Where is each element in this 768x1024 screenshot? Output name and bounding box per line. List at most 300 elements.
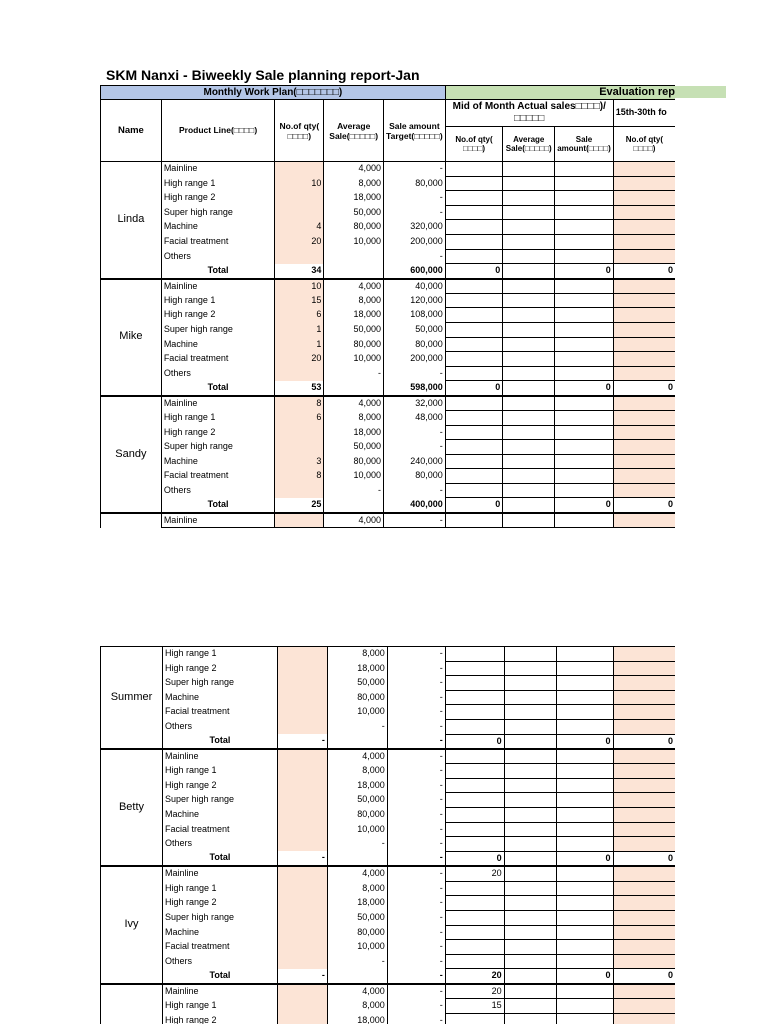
late-qty-cell — [613, 440, 675, 455]
total-target-cell: - — [387, 969, 445, 984]
sale-target-cell: - — [387, 778, 445, 793]
mid-average-cell — [504, 807, 556, 822]
table-row — [101, 910, 676, 925]
mid-qty-cell — [445, 322, 503, 337]
total-row — [101, 381, 676, 396]
qty-cell: 6 — [275, 308, 324, 323]
average-sale-cell: 18,000 — [324, 191, 384, 206]
mid-amount-cell — [555, 352, 614, 367]
average-sale-cell: 10,000 — [327, 940, 387, 955]
late-qty-cell — [613, 410, 675, 425]
table-row — [101, 293, 676, 308]
late-qty-cell — [613, 676, 675, 691]
table-row — [101, 984, 676, 999]
total-row — [101, 969, 676, 984]
qty-cell — [277, 866, 327, 881]
mid-qty-cell — [445, 191, 503, 206]
mid-qty-cell — [445, 807, 504, 822]
table-row — [101, 337, 676, 352]
late-qty-cell — [613, 454, 675, 469]
total-mid-amount-cell: 0 — [556, 851, 613, 866]
mid-average-cell — [503, 176, 555, 191]
late-qty-column-header: No.of qty( □□□□) — [613, 127, 675, 162]
table-row — [101, 764, 676, 779]
sale-target-cell: - — [387, 837, 445, 852]
late-qty-cell — [613, 396, 675, 411]
total-target-cell: 600,000 — [384, 264, 446, 279]
mid-average-cell — [504, 661, 556, 676]
total-row — [101, 734, 676, 749]
mid-average-cell — [503, 205, 555, 220]
product-line-cell: Others — [161, 249, 275, 264]
sale-target-cell: - — [387, 807, 445, 822]
mid-average-cell — [503, 308, 555, 323]
mid-amount-cell — [556, 866, 613, 881]
sale-target-cell: - — [387, 881, 445, 896]
product-line-cell: High range 2 — [161, 191, 275, 206]
mid-average-cell — [504, 705, 556, 720]
sale-target-cell: - — [387, 793, 445, 808]
mid-qty-column-header: No.of qty( □□□□) — [445, 127, 503, 162]
total-average-cell — [324, 498, 384, 513]
sale-target-cell: - — [384, 366, 446, 381]
mid-average-cell — [504, 778, 556, 793]
mid-average-cell — [503, 191, 555, 206]
mid-amount-cell — [556, 881, 613, 896]
mid-average-cell — [504, 925, 556, 940]
mid-qty-cell — [445, 822, 504, 837]
mid-amount-cell — [556, 807, 613, 822]
product-line-cell: High range 1 — [161, 176, 275, 191]
total-late-qty-cell: 0 — [613, 264, 675, 279]
mid-amount-cell — [556, 690, 613, 705]
total-mid-amount-cell: 0 — [555, 381, 614, 396]
evaluation-header: Evaluation rep — [445, 86, 675, 100]
mid-qty-cell: 15 — [445, 999, 504, 1014]
qty-cell — [277, 793, 327, 808]
product-line-cell: Machine — [161, 454, 275, 469]
qty-cell: 8 — [275, 396, 324, 411]
mid-amount-column-header: Sale amount(□□□□) — [555, 127, 614, 162]
mid-qty-cell — [445, 1013, 504, 1024]
product-line-cell: High range 1 — [162, 999, 277, 1014]
late-qty-cell — [613, 881, 675, 896]
qty-cell — [277, 778, 327, 793]
qty-cell — [275, 513, 324, 528]
total-mid-qty-cell: 0 — [445, 381, 503, 396]
sale-target-cell: - — [387, 866, 445, 881]
late-qty-cell — [613, 807, 675, 822]
sale-target-cell: - — [387, 940, 445, 955]
average-sale-cell: 8,000 — [327, 647, 387, 662]
total-late-qty-cell: 0 — [613, 851, 675, 866]
total-mid-qty-cell: 20 — [445, 969, 504, 984]
mid-average-cell — [503, 279, 555, 294]
product-line-cell: Facial treatment — [161, 352, 275, 367]
late-qty-cell — [613, 999, 675, 1014]
product-line-cell: Mainline — [161, 279, 275, 294]
qty-cell — [277, 881, 327, 896]
mid-amount-cell — [556, 1013, 613, 1024]
mid-amount-cell — [556, 984, 613, 999]
late-qty-cell — [613, 366, 675, 381]
mid-qty-cell — [445, 513, 503, 528]
late-qty-cell — [613, 483, 675, 498]
average-sale-cell: 4,000 — [324, 162, 384, 177]
table-row — [101, 940, 676, 955]
average-sale-cell: - — [327, 719, 387, 734]
mid-average-cell — [504, 719, 556, 734]
average-sale-cell: 50,000 — [324, 205, 384, 220]
qty-cell — [277, 661, 327, 676]
total-target-cell: - — [387, 851, 445, 866]
qty-cell: 1 — [275, 337, 324, 352]
average-sale-cell: 8,000 — [327, 881, 387, 896]
total-average-cell — [324, 264, 384, 279]
qty-cell: 10 — [275, 176, 324, 191]
mid-qty-cell — [445, 690, 504, 705]
sale-target-cell: - — [387, 1013, 445, 1024]
product-line-cell: Machine — [162, 925, 277, 940]
mid-average-cell — [503, 249, 555, 264]
table-row — [101, 513, 676, 528]
qty-cell — [277, 837, 327, 852]
average-sale-cell: 50,000 — [327, 793, 387, 808]
total-qty-cell: - — [277, 969, 327, 984]
average-sale-cell: 18,000 — [327, 661, 387, 676]
table-row — [101, 176, 676, 191]
mid-qty-cell — [445, 469, 503, 484]
late-qty-cell — [613, 249, 675, 264]
total-late-qty-cell: 0 — [613, 498, 675, 513]
qty-cell — [277, 999, 327, 1014]
total-label: Total — [161, 264, 275, 279]
mid-amount-cell — [556, 999, 613, 1014]
mid-qty-cell — [445, 366, 503, 381]
mid-amount-cell — [555, 396, 614, 411]
product-line-cell: Facial treatment — [162, 940, 277, 955]
average-sale-cell: 50,000 — [327, 676, 387, 691]
qty-cell — [277, 910, 327, 925]
sale-target-cell: - — [384, 513, 446, 528]
mid-qty-cell — [445, 793, 504, 808]
mid-qty-cell — [445, 352, 503, 367]
product-line-cell: Machine — [162, 807, 277, 822]
mid-amount-cell — [555, 483, 614, 498]
mid-average-cell — [503, 410, 555, 425]
total-mid-qty-cell: 0 — [445, 851, 504, 866]
sale-target-cell: 80,000 — [384, 337, 446, 352]
total-mid-amount-cell: 0 — [556, 734, 613, 749]
late-qty-cell — [613, 764, 675, 779]
mid-qty-cell — [445, 205, 503, 220]
mid-average-cell — [503, 366, 555, 381]
mid-qty-cell — [445, 440, 503, 455]
mid-amount-cell — [555, 308, 614, 323]
average-sale-cell: 10,000 — [324, 469, 384, 484]
mid-amount-cell — [555, 513, 614, 528]
table-row — [101, 807, 676, 822]
salesperson-name: Mike — [101, 279, 162, 396]
sale-target-cell: - — [384, 483, 446, 498]
mid-average-cell — [503, 220, 555, 235]
table-row — [101, 440, 676, 455]
mid-average-cell — [504, 647, 556, 662]
mid-qty-cell — [445, 308, 503, 323]
product-line-cell: Mainline — [161, 396, 275, 411]
product-line-cell: Machine — [162, 690, 277, 705]
table-row — [101, 366, 676, 381]
table-row — [101, 999, 676, 1014]
product-line-cell: Super high range — [162, 676, 277, 691]
mid-amount-cell — [556, 705, 613, 720]
sale-target-cell: - — [384, 191, 446, 206]
sale-target-cell: 32,000 — [384, 396, 446, 411]
late-qty-cell — [613, 337, 675, 352]
mid-qty-cell — [445, 454, 503, 469]
table-row — [101, 483, 676, 498]
total-qty-cell: - — [277, 851, 327, 866]
mid-qty-cell — [445, 705, 504, 720]
mid-average-cell — [503, 293, 555, 308]
total-qty-cell: 53 — [275, 381, 324, 396]
late-qty-cell — [613, 940, 675, 955]
late-qty-cell — [613, 469, 675, 484]
mid-amount-cell — [556, 954, 613, 969]
mid-qty-cell — [445, 249, 503, 264]
late-qty-cell — [613, 220, 675, 235]
late-qty-cell — [613, 705, 675, 720]
qty-cell — [277, 940, 327, 955]
table-row — [101, 705, 676, 720]
table-row — [101, 793, 676, 808]
qty-cell — [277, 896, 327, 911]
average-sale-cell — [324, 249, 384, 264]
product-line-cell: High range 1 — [161, 410, 275, 425]
mid-average-cell — [504, 690, 556, 705]
table-row — [101, 866, 676, 881]
salesperson-name-empty — [101, 513, 162, 528]
product-line-cell: Super high range — [161, 205, 275, 220]
total-average-cell — [324, 381, 384, 396]
mid-amount-cell — [555, 234, 614, 249]
mid-qty-cell — [445, 220, 503, 235]
qty-cell — [275, 440, 324, 455]
average-sale-cell: 4,000 — [324, 396, 384, 411]
total-label: Total — [161, 381, 275, 396]
mid-amount-cell — [556, 940, 613, 955]
table-row — [101, 410, 676, 425]
product-line-cell: Others — [162, 719, 277, 734]
average-sale-cell: 18,000 — [324, 308, 384, 323]
total-mid-qty-cell: 0 — [445, 498, 503, 513]
average-sale-cell: 80,000 — [327, 925, 387, 940]
total-mid-average-cell — [504, 851, 556, 866]
mid-amount-cell — [555, 337, 614, 352]
sale-target-cell: 80,000 — [384, 176, 446, 191]
qty-cell: 3 — [275, 454, 324, 469]
qty-cell — [277, 822, 327, 837]
sale-target-column-header: Sale amount Target(□□□□□) — [384, 100, 446, 162]
sale-target-cell: - — [384, 425, 446, 440]
mid-qty-cell — [445, 293, 503, 308]
late-qty-cell — [613, 954, 675, 969]
table-row — [101, 837, 676, 852]
total-qty-cell: 34 — [275, 264, 324, 279]
name-column-header: Name — [101, 100, 162, 162]
mid-amount-cell — [555, 220, 614, 235]
mid-amount-cell — [555, 293, 614, 308]
total-mid-qty-cell: 0 — [445, 734, 504, 749]
mid-average-cell — [504, 881, 556, 896]
late-qty-cell — [613, 322, 675, 337]
mid-average-cell — [504, 837, 556, 852]
total-label: Total — [162, 734, 277, 749]
mid-average-cell — [503, 440, 555, 455]
mid-qty-cell — [445, 896, 504, 911]
total-row — [101, 264, 676, 279]
mid-average-cell — [503, 425, 555, 440]
qty-cell — [277, 719, 327, 734]
mid-amount-cell — [555, 322, 614, 337]
mid-amount-cell — [556, 719, 613, 734]
late-qty-cell — [613, 822, 675, 837]
sale-target-cell: - — [384, 249, 446, 264]
late-qty-cell — [613, 925, 675, 940]
mid-average-cell — [504, 866, 556, 881]
total-row — [101, 851, 676, 866]
late-qty-cell — [613, 778, 675, 793]
average-sale-cell: 80,000 — [327, 807, 387, 822]
qty-cell — [275, 205, 324, 220]
table-row — [101, 322, 676, 337]
mid-qty-cell — [445, 234, 503, 249]
average-sale-cell: - — [324, 366, 384, 381]
average-sale-cell: 10,000 — [327, 705, 387, 720]
total-mid-qty-cell: 0 — [445, 264, 503, 279]
mid-average-cell — [503, 322, 555, 337]
product-line-cell: High range 2 — [162, 661, 277, 676]
mid-amount-cell — [556, 793, 613, 808]
table-row — [101, 205, 676, 220]
sale-target-cell: - — [387, 705, 445, 720]
salesperson-name: Betty — [101, 749, 163, 866]
sale-target-cell: - — [387, 661, 445, 676]
product-line-cell: High range 2 — [162, 1013, 277, 1024]
late-qty-cell — [613, 690, 675, 705]
product-line-cell: Others — [162, 954, 277, 969]
mid-qty-cell — [445, 910, 504, 925]
qty-cell — [277, 647, 327, 662]
total-average-cell — [327, 734, 387, 749]
qty-cell — [277, 705, 327, 720]
average-sale-cell: - — [327, 954, 387, 969]
mid-amount-cell — [555, 440, 614, 455]
mid-average-cell — [504, 764, 556, 779]
average-sale-cell: 4,000 — [327, 866, 387, 881]
report-title: SKM Nanxi - Biweekly Sale planning report-Jan — [106, 67, 420, 83]
product-line-cell: High range 1 — [162, 764, 277, 779]
mid-average-cell — [503, 483, 555, 498]
table-row — [101, 690, 676, 705]
mid-qty-cell — [445, 925, 504, 940]
sale-target-cell: - — [384, 440, 446, 455]
product-line-cell: Mainline — [162, 866, 277, 881]
sale-target-cell: - — [387, 910, 445, 925]
table-row — [101, 896, 676, 911]
mid-amount-cell — [555, 454, 614, 469]
qty-cell — [275, 425, 324, 440]
average-sale-cell: 80,000 — [324, 454, 384, 469]
average-sale-cell: 50,000 — [327, 910, 387, 925]
mid-average-cell — [504, 676, 556, 691]
average-sale-cell: 18,000 — [327, 896, 387, 911]
mid-qty-cell — [445, 837, 504, 852]
total-qty-cell: 25 — [275, 498, 324, 513]
sale-target-cell: 50,000 — [384, 322, 446, 337]
product-line-cell: Machine — [161, 337, 275, 352]
mid-qty-cell — [445, 425, 503, 440]
salesperson-name: Summer — [101, 647, 163, 750]
mid-average-cell — [504, 749, 556, 764]
late-qty-cell — [613, 293, 675, 308]
late-qty-cell — [613, 205, 675, 220]
average-sale-cell: 10,000 — [324, 234, 384, 249]
qty-cell — [277, 690, 327, 705]
total-average-cell — [327, 969, 387, 984]
total-mid-average-cell — [503, 498, 555, 513]
qty-column-header: No.of qty( □□□□) — [275, 100, 324, 162]
late-qty-cell — [613, 162, 675, 177]
qty-cell — [275, 162, 324, 177]
sale-target-cell: 320,000 — [384, 220, 446, 235]
average-sale-cell: 8,000 — [324, 176, 384, 191]
product-line-cell: High range 1 — [161, 293, 275, 308]
qty-cell — [277, 984, 327, 999]
table-row — [101, 647, 676, 662]
sale-target-cell: - — [387, 822, 445, 837]
mid-average-cell — [503, 469, 555, 484]
average-sale-cell: 18,000 — [327, 778, 387, 793]
total-late-qty-cell: 0 — [613, 969, 675, 984]
mid-amount-cell — [556, 661, 613, 676]
table-row — [101, 1013, 676, 1024]
salesperson-name: Linda — [101, 162, 162, 279]
product-line-cell: Others — [161, 483, 275, 498]
product-line-cell: Mainline — [162, 749, 277, 764]
late-qty-cell — [613, 176, 675, 191]
sale-target-cell: - — [387, 896, 445, 911]
table-row — [101, 925, 676, 940]
salesperson-name: Ivy — [101, 866, 163, 984]
mid-qty-cell — [445, 954, 504, 969]
table-row — [101, 249, 676, 264]
late-qty-cell — [613, 279, 675, 294]
sale-target-cell: - — [387, 954, 445, 969]
mid-average-cell — [503, 352, 555, 367]
mid-qty-cell — [445, 676, 504, 691]
mid-qty-cell — [445, 396, 503, 411]
mid-average-cell — [504, 984, 556, 999]
monthly-plan-header: Monthly Work Plan(□□□□□□□) — [101, 86, 446, 100]
product-line-cell: Others — [161, 366, 275, 381]
late-qty-cell — [613, 308, 675, 323]
average-sale-cell: - — [324, 483, 384, 498]
sale-target-cell: 200,000 — [384, 234, 446, 249]
mid-amount-cell — [556, 749, 613, 764]
total-mid-average-cell — [503, 264, 555, 279]
qty-cell — [277, 764, 327, 779]
